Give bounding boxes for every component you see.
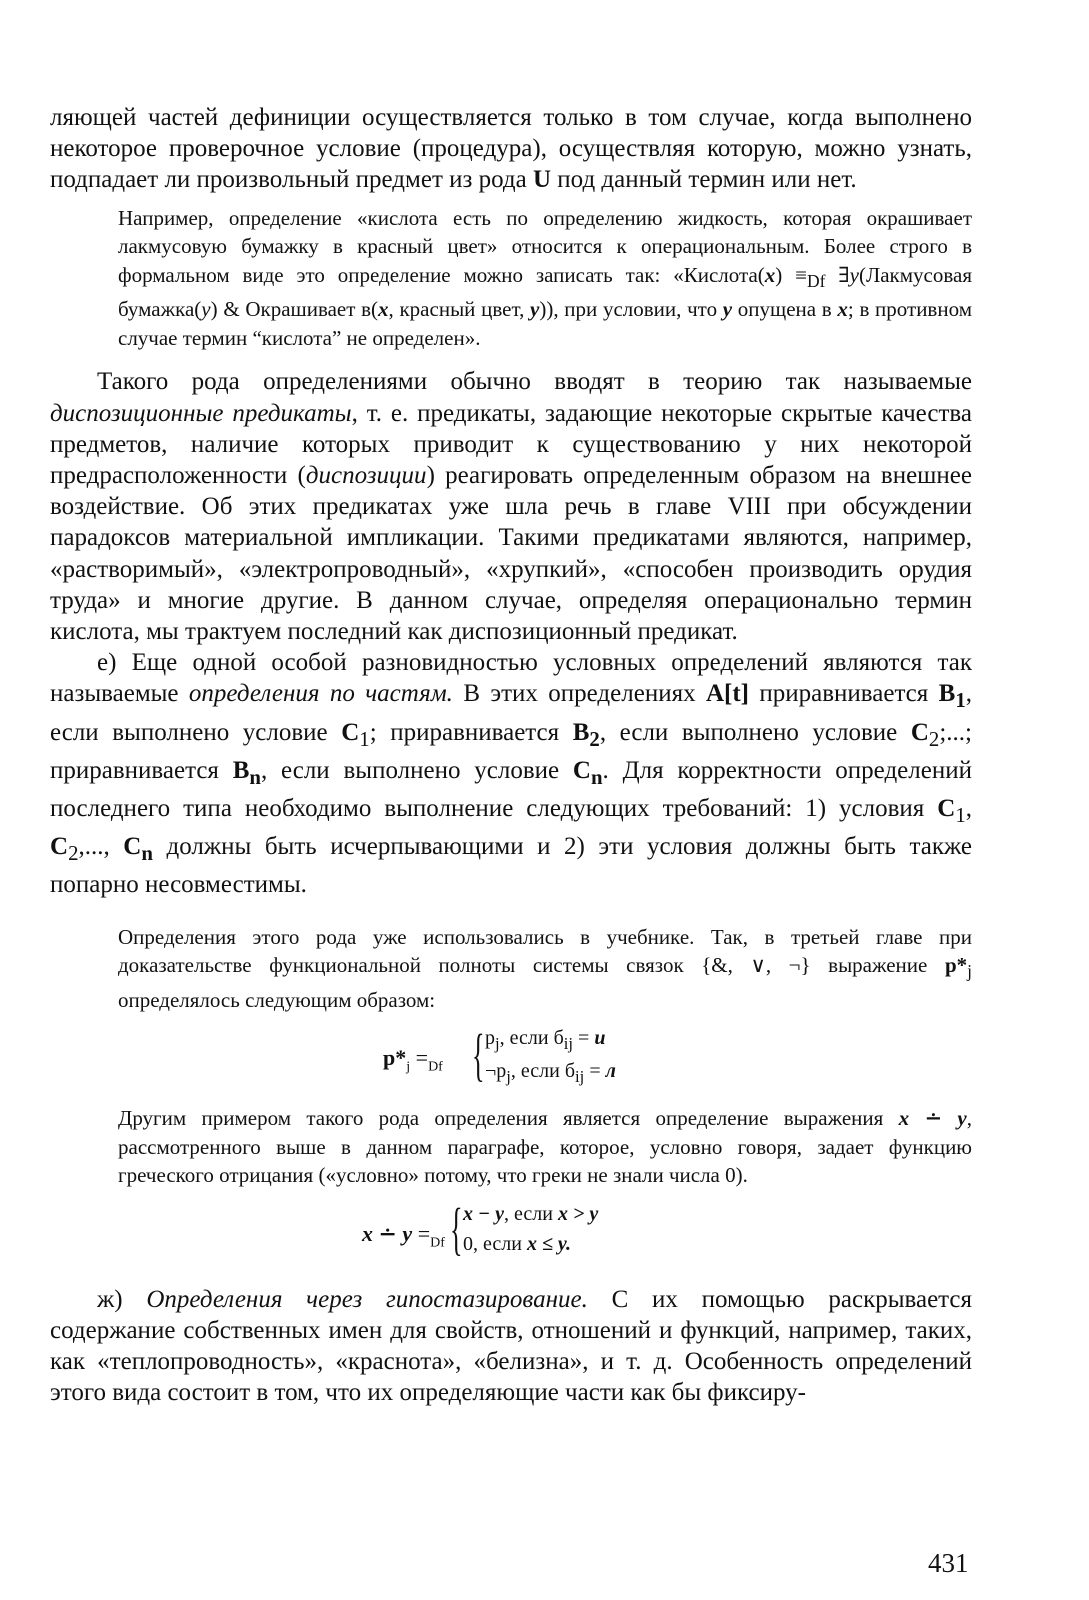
formula-brace: {: [450, 1195, 463, 1261]
formula-x-minus-y-case-2: 0, если x ≤ y.: [463, 1232, 572, 1255]
paragraph-definitions-by-parts: е) Еще одной особой разновидностью условных определений являются так называемые определения по частям. В этих определениях A[t] приравнивается $B_1$, если выполнено условие $C_1$; приравнивается $B_2$, если выполнено условие $C_2$;...; приравнивается $B_n$, если выполнено условие $C_n$. Для корректности определений последнего типа необходимо выполнение следующих требований: 1) условия $C_1$, $C_2$,..., $C_n$ должны быть исчерпывающими и 2) эти условия должны быть также попарно несовместимы.: [50, 649, 973, 899]
page-body: [50, 102, 972, 1409]
note-definitions-in-textbook: Определения этого рода уже использовались в учебнике. Так, в третьей главе при доказательстве функциональной полноты системы связок {&, ∨, ¬} выражение $p*_j$ определялось следующим образом:: [118, 924, 972, 1012]
formula-brace: {: [472, 1022, 485, 1088]
paragraph-1: ляющей частей дефиниции осуществляется только в том случае, когда выполнено некоторое проверочное условие (процедура), осуществляя которую, можно узнать, подпадает ли произвольный предмет из рода U под данный термин или нет.: [50, 104, 972, 194]
note-greek-negation: Другим примером такого рода определения является определение выражения x ∸ y, рассмотренного выше в данном параграфе, которое, условно говоря, задает функцию греческого отрицания («условно» потому, что греки не знали числа 0).: [118, 1106, 972, 1188]
note-operational-definition: Например, определение «кислота есть по определению жидкость, которая окрашивает лакмусовую бумажку в красный цвет» относится к операциональным. Более строго в формальном виде это определение можно записать так: «Кислота(x) $\equiv_{Df}$ ∃y(Лакмусовая бумажка(y) & Окрашивает в(x, красный цвет, y)), при условии, что y опущена в x; в противном случае термин “кислота” не определен».: [118, 205, 972, 350]
formula-x-minus-y: [50, 1195, 972, 1266]
formula-x-minus-y-lhs: x ∸ $y =_{Df}$: [362, 1220, 445, 1251]
page-number: 431: [928, 1548, 969, 1578]
paragraph-hypostatization: ж) Определения через гипостазирование. С их помощью раскрывается содержание собственных имен для свойств, отношений и функций, например, таких, как «теплопроводность», «краснота», «белизна», и т. д. Особенность определений этого вида состоит в том, что их определяющие части как бы фиксиру-: [50, 1285, 973, 1407]
paragraph-dispositional-predicates: Такого рода определениями обычно вводят в теорию так называемые диспозиционные предикаты, т. е. предикаты, задающие некоторые скрытые качества предметов, наличие которых приводит к существованию у них некоторой предрасположенности (диспозиции) реагировать определенным образом на внешнее воздействие. Об этих предикатах уже шла речь в главе VIII при обсуждении парадоксов материальной импликации. Такими предикатами являются, например, «растворимый», «электропроводный», «хрупкий», «способен производить орудия труда» и многие другие. В данном случае, определяя операционально термин кислота, мы трактуем последний как диспозиционный предикат.: [50, 368, 972, 645]
formula-x-minus-y-case-1: x − y, если x > y: [463, 1202, 599, 1225]
formula-p-star-lhs: $p*_j =_{Df}$: [383, 1045, 443, 1075]
formula-p-star-case-2: $\neg p_j$, если $б_{ij} = л$: [485, 1060, 616, 1087]
formula-p-star: [50, 1022, 972, 1094]
formula-p-star-case-1: $p_j$, если $б_{ij} = и$: [485, 1027, 606, 1054]
